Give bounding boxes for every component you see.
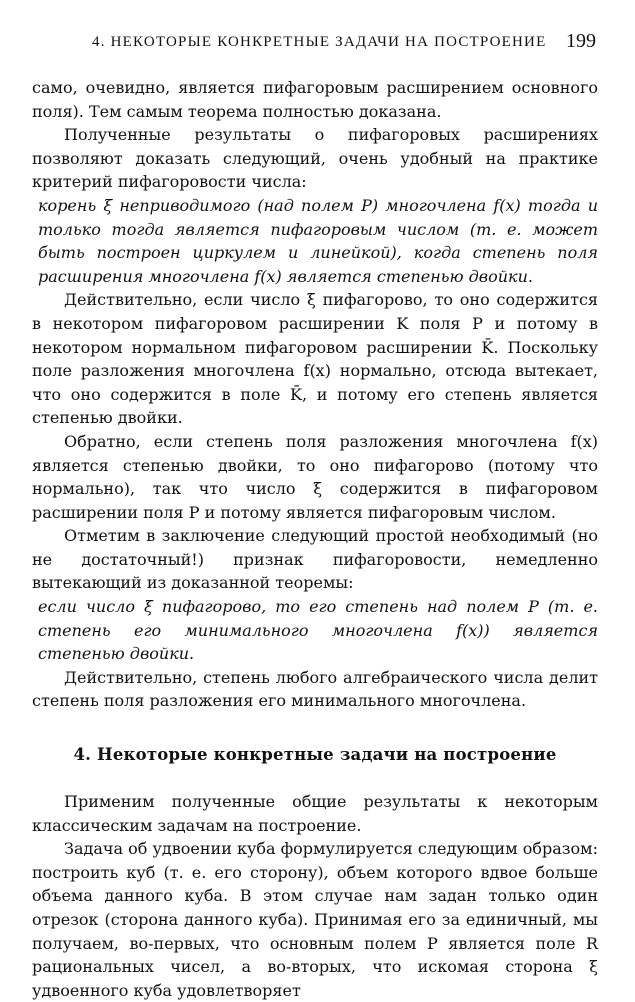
book-page	[32, 30, 598, 1002]
paragraph-proof-degree: Действительно, степень любого алгебраического числа делит степень поля разложения его минимального многочлена.	[32, 667, 598, 711]
running-title: 4. НЕКОТОРЫЕ КОНКРЕТНЫЕ ЗАДАЧИ НА ПОСТРОЕНИЕ	[92, 34, 547, 50]
paragraph-necessary-sign: Отметим в заключение следующий простой необходимый (но не достаточный!) признак пифагоровости, немедленно вытекающий из доказанной теоремы:	[32, 526, 598, 593]
paragraph-intro-criterion: Полученные результаты о пифагоровых расширениях позволяют доказать следующий, очень удобный на практике критерий пифагоровости числа:	[32, 125, 598, 192]
section-heading: 4. Некоторые конкретные задачи на построение	[73, 745, 557, 765]
paragraph-proof-forward: Действительно, если число ξ пифагорово, то оно содержится в некотором пифагоровом расширении K поля P и потому в некотором нормальном пифагоровом расширении K̄. Поскольку поле разложения многочлена f(x) нормально, отсюда вытекает, что оно содержится в поле K̄, и потому его степень является степенью двойки.	[32, 290, 598, 428]
running-header	[32, 30, 598, 60]
paragraph-continuation: само, очевидно, является пифагоровым расширением основного поля). Тем самым теорема полностью доказана.	[32, 78, 598, 121]
paragraph-apply-results: Применим полученные общие результаты к некоторым классическим задачам на построение.	[32, 792, 598, 835]
page-number: 199	[566, 30, 596, 52]
theorem-necessary-condition: если число ξ пифагорово, то его степень над полем P (т. е. степень его минимального многочлена f(x)) является степенью двойки.	[38, 597, 598, 664]
paragraph-cube-doubling: Задача об удвоении куба формулируется следующим образом: построить куб (т. е. его сторону), объем которого вдвое больше объема данного куба. В этом случае нам задан только один отрезок (сторона данного куба). Принимая его за единичный, мы получаем, во-первых, что основным полем P является поле R рациональных чисел, а во-вторых, что искомая сторона ξ удвоенного куба удовлетворяет	[32, 839, 598, 1000]
theorem-criterion: корень ξ неприводимого (над полем P) многочлена f(x) тогда и только тогда является пифагоровым числом (т. е. может быть построен циркулем и линейкой), когда степень поля расширения многочлена f(x) является степенью двойки.	[38, 195, 598, 286]
body-text	[32, 76, 598, 1002]
paragraph-proof-converse: Обратно, если степень поля разложения многочлена f(x) является степенью двойки, то оно пифагорово (потому что нормально), так что число ξ содержится в пифагоровом расширении поля P и потому является пифагоровым числом.	[32, 431, 598, 522]
